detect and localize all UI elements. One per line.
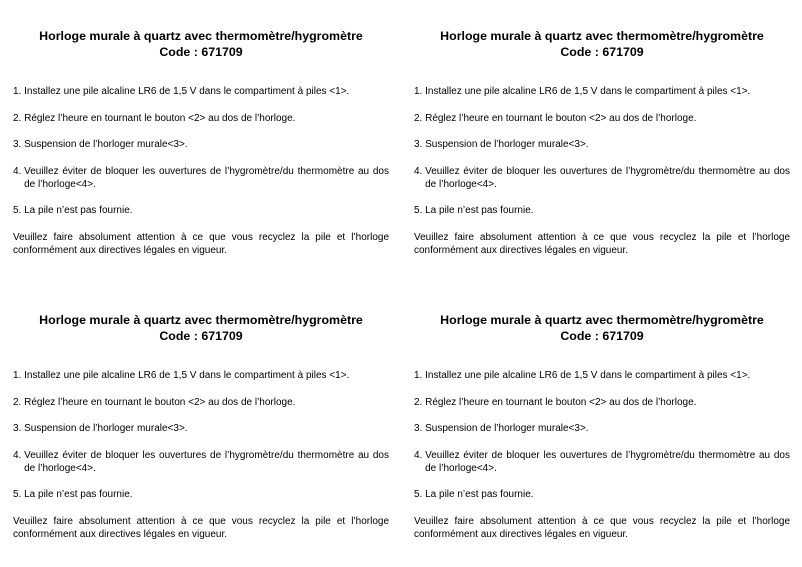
item-number: 5. [13,205,25,216]
instruction-item [13,396,389,409]
instruction-item [414,85,790,98]
instruction-panel-bottom-left [13,312,389,541]
item-text: La pile n’est pas fournie. [425,205,534,216]
item-text: Réglez l’heure en tournant le bouton <2> au dos de l’horloge. [425,396,697,408]
item-text: Installez une pile alcaline LR6 de 1,5 V dans le compartiment à piles <1>. [24,86,350,97]
item-text: Suspension de l’horloger murale<3>. [425,423,589,434]
item-text: Suspension de l’horloger murale<3>. [425,139,589,150]
item-number: 5. [13,489,25,500]
instruction-item [13,422,389,435]
recycling-notice: Veuillez faire absolument attention à ce que vous recyclez la pile et l’horloge conformément aux directives légales en vigueur. [13,231,389,256]
instruction-item [414,369,790,382]
item-text: Installez une pile alcaline LR6 de 1,5 V dans le compartiment à piles <1>. [425,370,751,381]
item-text: Suspension de l’horloger murale<3>. [24,423,188,434]
instruction-item [13,112,389,125]
instruction-item [13,488,389,501]
recycling-notice: Veuillez faire absolument attention à ce que vous recyclez la pile et l’horloge conformément aux directives légales en vigueur. [414,515,790,540]
item-number: 4. [414,449,426,461]
product-code: Code : 671709 [560,45,644,59]
instruction-item [13,85,389,98]
instruction-item [414,449,790,475]
panel-title: Horloge murale à quartz avec thermomètre/hygromètre [440,313,764,327]
instruction-item [414,422,790,435]
instruction-item [414,488,790,501]
product-code: Code : 671709 [159,329,243,343]
instruction-item [13,165,389,191]
item-text: La pile n’est pas fournie. [24,205,133,216]
item-text: Veuillez éviter de bloquer les ouvertures de l’hygromètre/du thermomètre au dos de l’horloge<4>. [425,449,790,474]
item-number: 3. [414,423,426,434]
instruction-panel-top-right [414,28,790,257]
instruction-item [414,204,790,217]
item-number: 1. [13,86,25,97]
item-text: Réglez l’heure en tournant le bouton <2> au dos de l’horloge. [24,112,296,124]
item-number: 3. [414,139,426,150]
item-number: 4. [414,165,426,177]
item-number: 5. [414,205,426,216]
item-number: 2. [414,396,426,408]
instruction-item [414,112,790,125]
panel-title: Horloge murale à quartz avec thermomètre/hygromètre [39,29,363,43]
item-number: 1. [13,370,25,381]
item-number: 2. [13,112,25,124]
instruction-item [414,138,790,151]
item-text: Réglez l’heure en tournant le bouton <2> au dos de l’horloge. [24,396,296,408]
item-text: Veuillez éviter de bloquer les ouvertures de l’hygromètre/du thermomètre au dos de l’horloge<4>. [24,449,389,474]
item-number: 2. [13,396,25,408]
item-number: 3. [13,139,25,150]
item-text: La pile n’est pas fournie. [24,489,133,500]
item-text: Veuillez éviter de bloquer les ouvertures de l’hygromètre/du thermomètre au dos de l’horloge<4>. [24,165,389,190]
instruction-list [414,369,790,501]
instruction-item [13,369,389,382]
recycling-notice: Veuillez faire absolument attention à ce que vous recyclez la pile et l’horloge conformément aux directives légales en vigueur. [13,515,389,540]
recycling-notice: Veuillez faire absolument attention à ce que vous recyclez la pile et l’horloge conformément aux directives légales en vigueur. [414,231,790,256]
item-number: 4. [13,449,25,461]
instruction-item [13,138,389,151]
item-text: Suspension de l’horloger murale<3>. [24,139,188,150]
instruction-panel-top-left [13,28,389,257]
instruction-list [414,85,790,217]
item-text: La pile n’est pas fournie. [425,489,534,500]
item-number: 5. [414,489,426,500]
instruction-item [13,204,389,217]
instruction-item [414,396,790,409]
instruction-panel-bottom-right [414,312,790,541]
instruction-list [13,85,389,217]
item-number: 4. [13,165,25,177]
product-code: Code : 671709 [560,329,644,343]
item-number: 2. [414,112,426,124]
instruction-item [13,449,389,475]
product-code: Code : 671709 [159,45,243,59]
item-number: 1. [414,86,426,97]
panel-title: Horloge murale à quartz avec thermomètre/hygromètre [440,29,764,43]
item-text: Veuillez éviter de bloquer les ouvertures de l’hygromètre/du thermomètre au dos de l’horloge<4>. [425,165,790,190]
item-number: 1. [414,370,426,381]
panel-title: Horloge murale à quartz avec thermomètre/hygromètre [39,313,363,327]
item-number: 3. [13,423,25,434]
item-text: Installez une pile alcaline LR6 de 1,5 V dans le compartiment à piles <1>. [24,370,350,381]
instruction-item [414,165,790,191]
instruction-list [13,369,389,501]
item-text: Réglez l’heure en tournant le bouton <2> au dos de l’horloge. [425,112,697,124]
item-text: Installez une pile alcaline LR6 de 1,5 V dans le compartiment à piles <1>. [425,86,751,97]
